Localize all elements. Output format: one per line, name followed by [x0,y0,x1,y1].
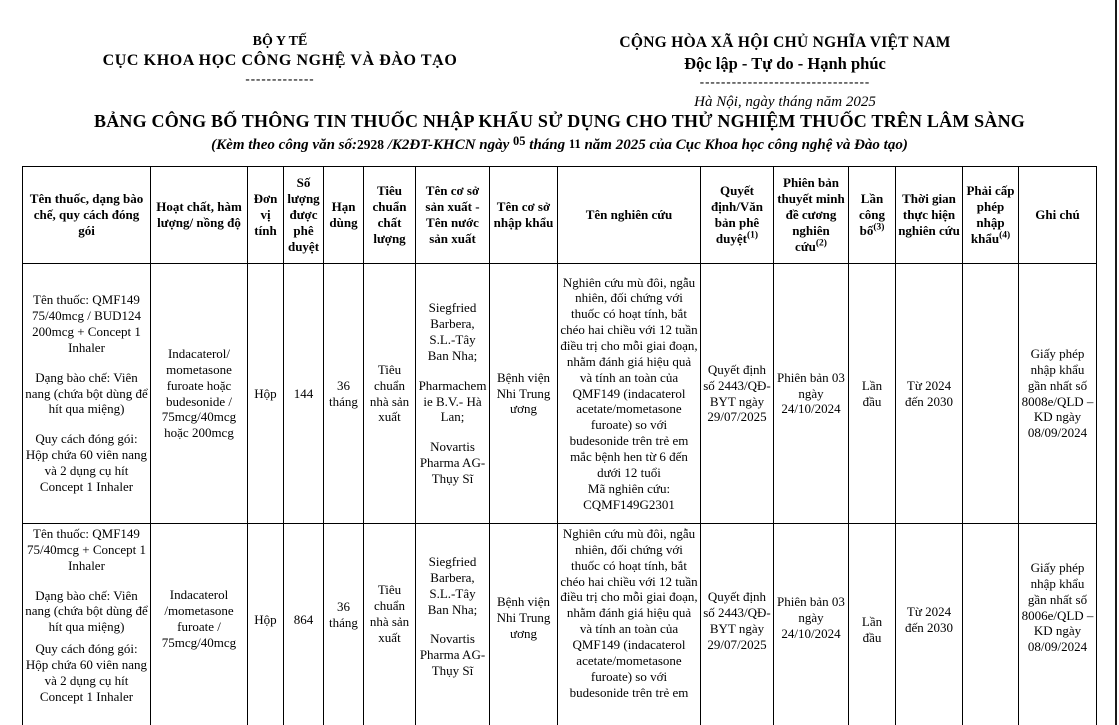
cell-importer: Bệnh viện Nhi Trung ương [490,524,558,725]
col-header-publication: Lần công bố$^{(3)}$ [849,167,896,264]
document-subtitle [0,134,1119,154]
col-header-shelf-life: Hạn dùng [324,167,364,264]
ministry-name: BỘ Y TẾ [252,34,308,49]
col-header-active-ingredient: Hoạt chất, hàm lượng/ nồng độ [151,167,248,264]
cell-quality-standard: Tiêu chuẩn nhà sản xuất [364,264,416,524]
cell-shelf-life: 36 tháng [324,264,364,524]
col-header-quality-standard: Tiêu chuẩn chất lượng [364,167,416,264]
cell-quality-standard: Tiêu chuẩn nhà sản xuất [364,524,416,725]
cell-study-period: Từ 2024 đến 2030 [896,264,963,524]
table-row [23,264,1097,524]
footnote-ref-3: (3) [873,222,885,233]
col-header-quantity: Số lượng được phê duyệt [284,167,324,264]
cell-import-permit [963,524,1019,725]
document-title: BẢNG CÔNG BỐ THÔNG TIN THUỐC NHẬP KHẨU SỬ DỤNG CHO THỬ NGHIỆM THUỐC TRÊN LÂM SÀNG [94,111,1025,131]
cell-quantity: 864 [284,524,324,725]
left-divider: ------------- [245,70,315,86]
col-header-decision: Quyết định/Văn bản phê duyệt$^{(1)}$ [701,167,774,264]
col-header-importer: Tên cơ sở nhập khẩu [490,167,558,264]
cell-protocol-version: Phiên bản 03 ngày 24/10/2024 [774,524,849,725]
footnote-ref-2: (2) [815,238,827,249]
cell-quantity: 144 [284,264,324,524]
subtitle-mid1: /K2ĐT-KHCN ngày [384,137,514,153]
cell-study-name: Nghiên cứu mù đôi, ngẫu nhiên, đối chứng với thuốc có hoạt tính, bắt chéo hai chiều với 12 tuần điều trị cho mỗi giai đoạn, nhằm đánh giá hiệu quả và tính an toàn của QMF149 (indacaterol acetate/mometasone furoate) so với budesonide trên trẻ em mắc bệnh hen từ 6 đến dưới 12 tuổi Mã nghiên cứu: CQMF149G2301 [558,264,701,524]
footnote-ref-1: (1) [746,230,759,241]
cell-drug-name: Tên thuốc: QMF149 75/40mcg + Concept 1 Inhaler Dạng bào chế: Viên nang (chứa bột dùng để hít qua miệng) Quy cách đóng gói: Hộp chứa 60 viên nang và 2 dụng cụ hít Concept 1 Inhaler [23,524,151,725]
page-edge-line [1115,0,1117,725]
cell-unit: Hộp [248,264,284,524]
cell-study-period: Từ 2024 đến 2030 [896,524,963,725]
col-header-note: Ghi chú [1019,167,1097,264]
drug-publication-table [22,166,1097,725]
motto: Độc lập - Tự do - Hạnh phúc [684,54,886,74]
place-date-line: Hà Nội, ngày tháng năm 2025 [694,93,876,110]
col-header-study-period: Thời gian thực hiện nghiên cứu [896,167,963,264]
cell-publication: Lần đầu [849,524,896,725]
subtitle-mid3: năm 2025 của Cục Khoa học công nghệ và Đào tạo) [580,137,908,153]
col-header-unit: Đơn vị tính [248,167,284,264]
cell-protocol-version: Phiên bản 03 ngày 24/10/2024 [774,264,849,524]
subtitle-mid2: tháng [525,137,569,153]
cell-import-permit [963,264,1019,524]
cell-note: Giấy phép nhập khẩu gần nhất số 8008e/QLD – KD ngày 08/09/2024 [1019,264,1097,524]
cell-decision: Quyết định số 2443/QĐ-BYT ngày 29/07/2025 [701,264,774,524]
country-name: CỘNG HÒA XÃ HỘI CHỦ NGHĨA VIỆT NAM [619,34,951,51]
col-header-drug-name: Tên thuốc, dạng bào chế, quy cách đóng gói [23,167,151,264]
cell-manufacturer: Siegfried Barbera, S.L.-Tây Ban Nha; Pharmachemie B.V.- Hà Lan; Novartis Pharma AG- Thụy Sĩ [416,264,490,524]
cell-note: Giấy phép nhập khẩu gần nhất số 8006e/QLD – KD ngày 08/09/2024 [1019,524,1097,725]
subtitle-month: 11 [568,137,581,151]
subtitle-doc-number: 2928 [357,137,384,152]
table-row [23,524,1097,725]
issuing-agency-block [40,33,520,85]
col-header-protocol-version: Phiên bản thuyết minh đề cương nghiên cứu$^{(2)}$ [774,167,849,264]
cell-publication: Lần đầu [849,264,896,524]
table-header-row [23,167,1097,264]
cell-shelf-life: 36 tháng [324,524,364,725]
cell-drug-name: Tên thuốc: QMF149 75/40mcg / BUD124 200mcg + Concept 1 Inhaler Dạng bào chế: Viên nang (chứa bột dùng để hít qua miệng) Quy cách đóng gói: Hộp chứa 60 viên nang và 2 dụng cụ hít Concept 1 Inhaler [23,264,151,524]
cell-unit: Hộp [248,524,284,725]
cell-decision: Quyết định số 2443/QĐ-BYT ngày 29/07/2025 [701,524,774,725]
col-header-study-name: Tên nghiên cứu [558,167,701,264]
national-motto-block [565,33,1005,112]
subtitle-day: 05 [513,134,526,148]
cell-study-name: Nghiên cứu mù đôi, ngẫu nhiên, đối chứng với thuốc có hoạt tính, bắt chéo hai chiều với 12 tuần điều trị cho mỗi giai đoạn, nhằm đánh giá hiệu quả và tính an toàn của QMF149 (indacaterol acetate/mometasone furoate) so với budesonide trên trẻ em [558,524,701,725]
subtitle-prefix: (Kèm theo công văn số: [211,137,357,153]
department-name: CỤC KHOA HỌC CÔNG NGHỆ VÀ ĐÀO TẠO [102,52,458,70]
cell-active-ingredient: Indacaterol/ mometasone furoate hoặc budesonide / 75mcg/40mcg hoặc 200mcg [151,264,248,524]
col-header-import-permit: Phải cấp phép nhập khẩu$^{(4)}$ [963,167,1019,264]
col-header-manufacturer: Tên cơ sở sản xuất - Tên nước sản xuất [416,167,490,264]
cell-importer: Bệnh viện Nhi Trung ương [490,264,558,524]
cell-active-ingredient: Indacaterol /mometasone furoate / 75mcg/40mcg [151,524,248,725]
cell-manufacturer: Siegfried Barbera, S.L.-Tây Ban Nha; Novartis Pharma AG- Thụy Sĩ [416,524,490,725]
right-divider: -------------------------------- [699,73,871,89]
footnote-ref-4: (4) [999,230,1011,241]
